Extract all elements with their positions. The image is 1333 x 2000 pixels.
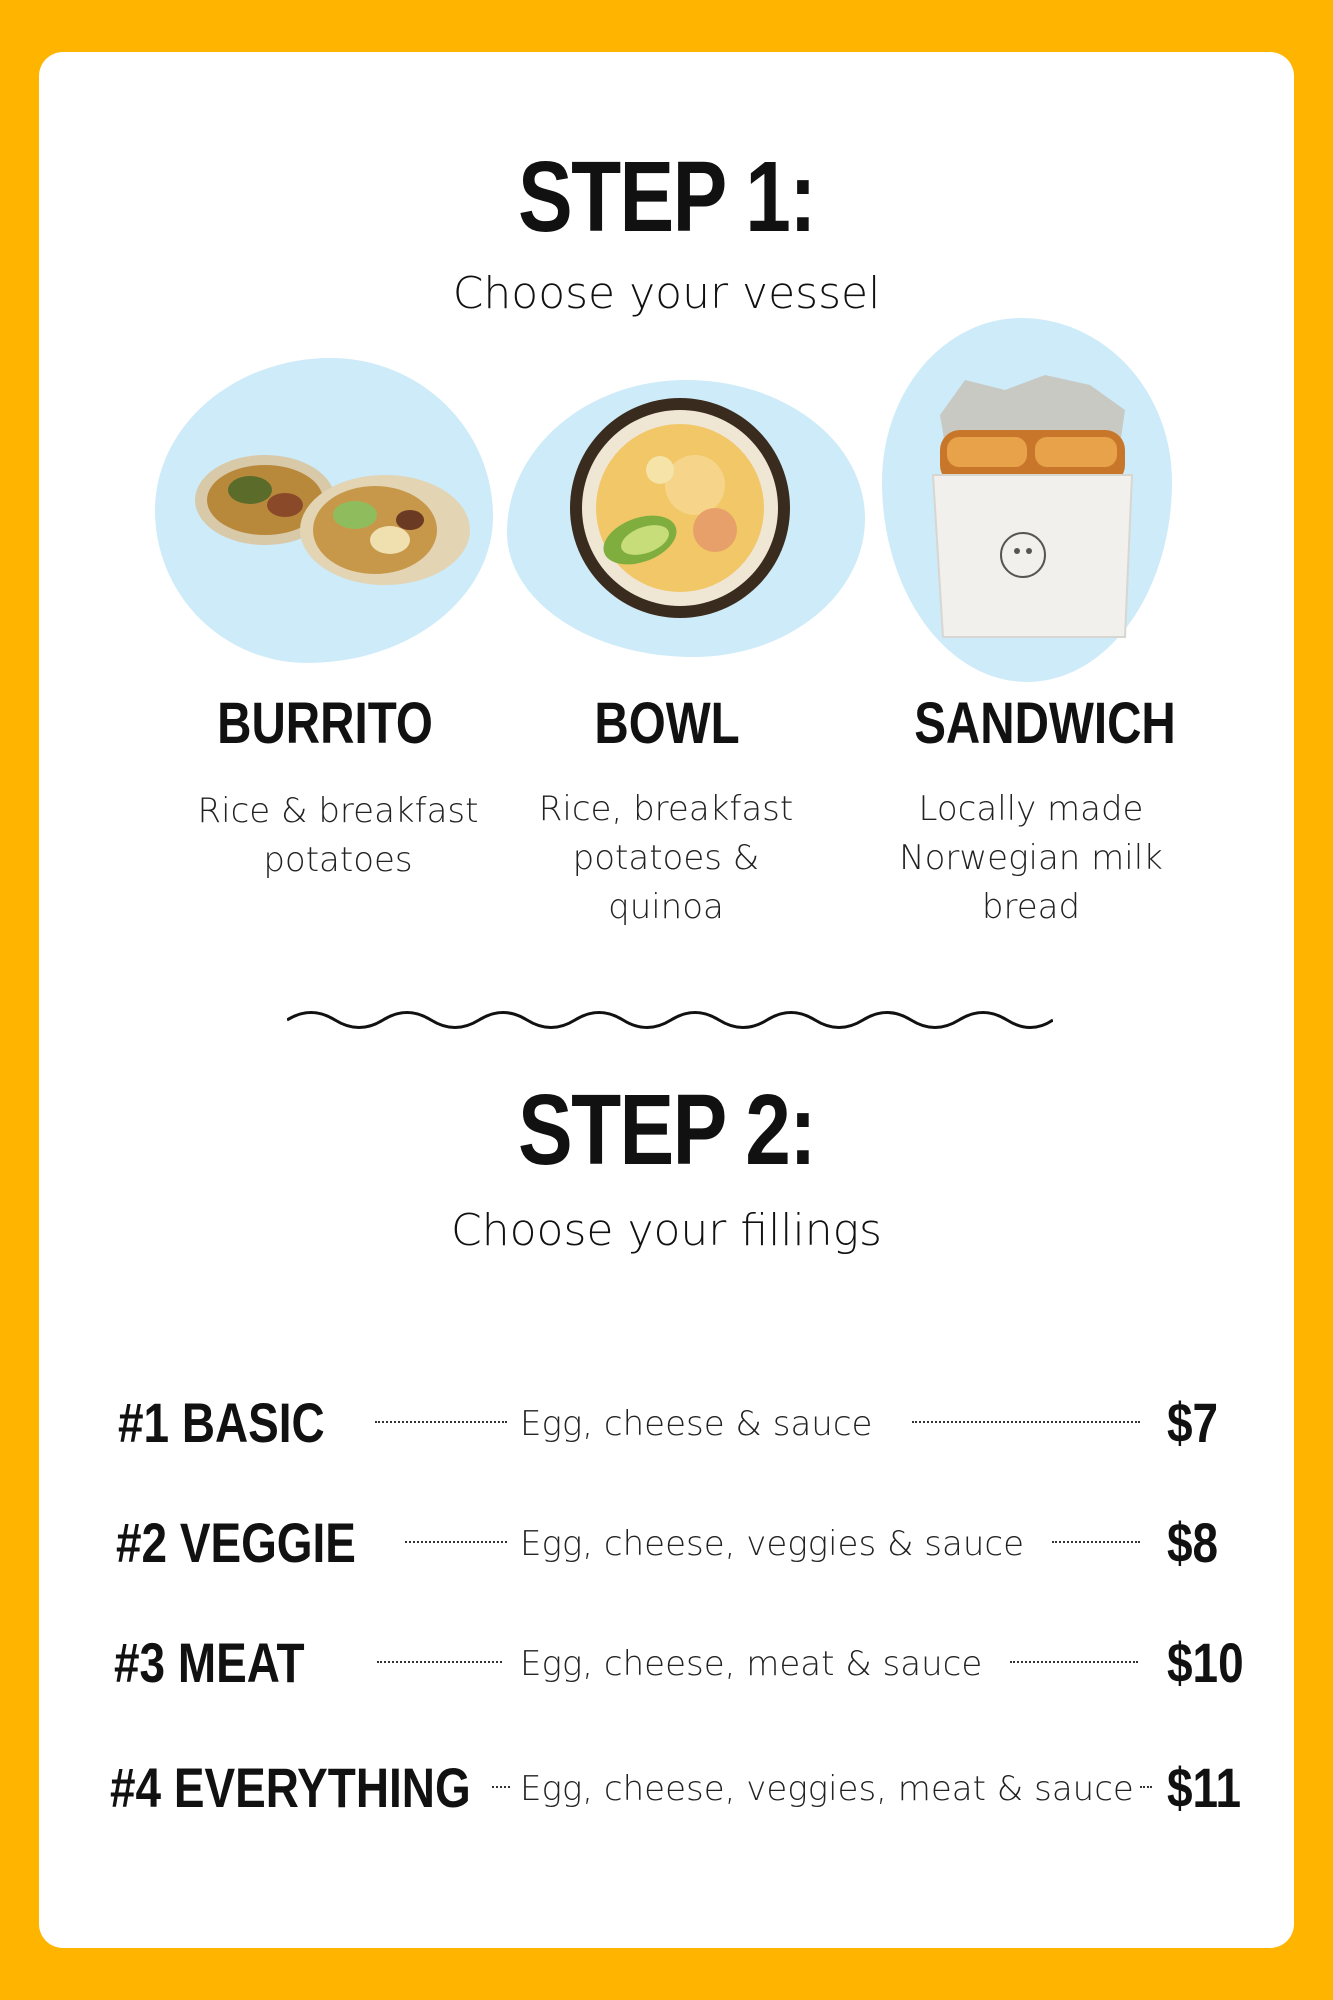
dotted-leader bbox=[377, 1661, 502, 1663]
filling-row-basic bbox=[0, 1390, 1333, 1460]
filling-row-veggie bbox=[0, 1510, 1333, 1580]
sandwich-desc-line: bread bbox=[981, 887, 1081, 927]
dotted-leader bbox=[1140, 1786, 1152, 1788]
sandwich-description bbox=[871, 785, 1191, 932]
step1-title: STEP 1: bbox=[518, 141, 815, 253]
step2-title: STEP 2: bbox=[518, 1074, 815, 1186]
bowl-desc-line: quinoa bbox=[608, 887, 724, 927]
bowl-description bbox=[506, 785, 826, 932]
filling-price: $10 bbox=[1167, 1631, 1244, 1694]
filling-price: $8 bbox=[1167, 1511, 1219, 1574]
sandwich-photo bbox=[925, 375, 1140, 645]
filling-description: Egg, cheese, meat & sauce bbox=[520, 1644, 983, 1684]
filling-description: Egg, cheese, veggies, meat & sauce bbox=[520, 1769, 1134, 1809]
dotted-leader bbox=[405, 1541, 507, 1543]
step2-subtitle: Choose your fillings bbox=[451, 1205, 882, 1256]
bowl-desc-line: Rice, breakfast bbox=[538, 789, 794, 829]
dotted-leader bbox=[912, 1421, 1140, 1423]
dotted-leader bbox=[1010, 1661, 1138, 1663]
dotted-leader bbox=[1052, 1541, 1140, 1543]
filling-price: $11 bbox=[1167, 1756, 1242, 1819]
filling-name: #4 EVERYTHING bbox=[110, 1756, 471, 1819]
bowl-title: BOWL bbox=[594, 691, 740, 756]
dotted-leader bbox=[375, 1421, 507, 1423]
wave-divider bbox=[287, 1005, 1053, 1035]
burrito-title: BURRITO bbox=[217, 691, 433, 756]
filling-description: Egg, cheese & sauce bbox=[520, 1404, 873, 1444]
bowl-photo bbox=[565, 390, 795, 630]
burrito-photo bbox=[185, 445, 475, 595]
burrito-desc-line: potatoes bbox=[263, 840, 413, 880]
filling-name: #2 VEGGIE bbox=[116, 1511, 356, 1574]
filling-row-everything bbox=[0, 1755, 1333, 1825]
filling-name: #1 BASIC bbox=[118, 1391, 325, 1454]
bowl-desc-line: potatoes & bbox=[572, 838, 760, 878]
filling-description: Egg, cheese, veggies & sauce bbox=[520, 1524, 1024, 1564]
sandwich-desc-line: Norwegian milk bbox=[899, 838, 1163, 878]
sandwich-title: SANDWICH bbox=[914, 691, 1176, 756]
filling-name: #3 MEAT bbox=[114, 1631, 305, 1694]
step1-subtitle: Choose your vessel bbox=[452, 268, 881, 319]
sandwich-desc-line: Locally made bbox=[918, 789, 1144, 829]
filling-row-meat bbox=[0, 1630, 1333, 1700]
dotted-leader bbox=[492, 1786, 510, 1788]
filling-price: $7 bbox=[1167, 1391, 1219, 1454]
burrito-desc-line: Rice & breakfast bbox=[197, 791, 479, 831]
burrito-description bbox=[178, 787, 498, 885]
